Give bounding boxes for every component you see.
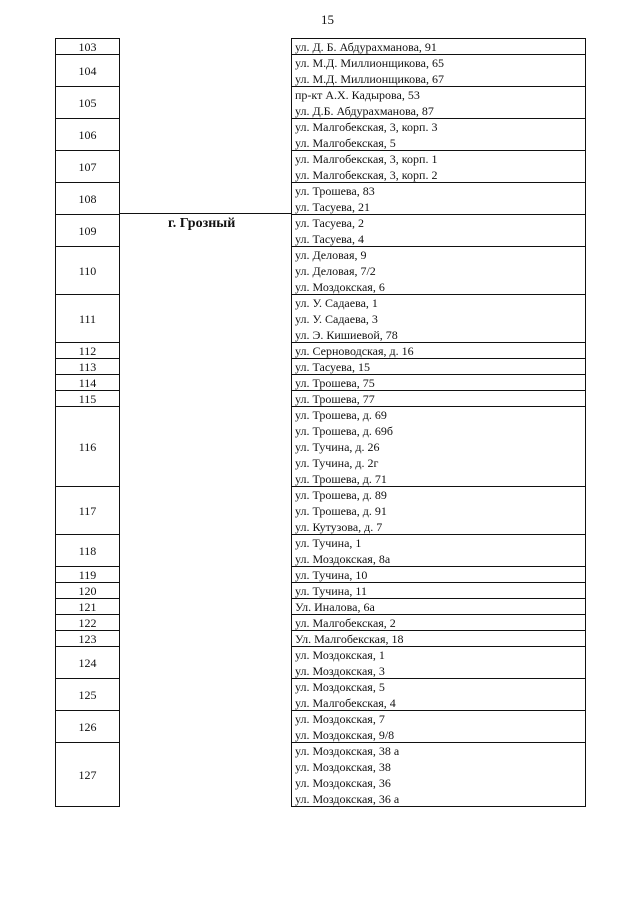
address-line: ул. Деловая, 7/2 (295, 264, 376, 278)
address-line: ул. Тучина, д. 2г (295, 456, 379, 470)
address-line: ул. Моздокская, 6 (295, 280, 385, 294)
address-line: ул. М.Д. Миллионщикова, 67 (295, 72, 444, 86)
station-number: 106 (55, 119, 120, 151)
address-line: ул. Малгобекская, 4 (295, 696, 396, 710)
address-line: ул. У. Садаева, 3 (295, 312, 378, 326)
page-number: 15 (321, 12, 334, 27)
station-number: 112 (55, 343, 120, 359)
address-line: Ул. Иналова, 6а (295, 600, 375, 614)
address-group (291, 599, 586, 615)
address-line: ул. У. Садаева, 1 (295, 296, 378, 310)
address-line: ул. Моздокская, 36 (295, 776, 391, 790)
address-group (291, 295, 586, 343)
address-line: ул. Тасуева, 15 (295, 360, 370, 374)
station-number: 114 (55, 375, 120, 391)
station-number: 125 (55, 679, 120, 711)
address-line: ул. Трошева, 75 (295, 376, 375, 390)
address-group (291, 119, 586, 151)
address-group (291, 583, 586, 599)
address-line: ул. Тасуева, 21 (295, 200, 370, 214)
address-group (291, 615, 586, 631)
address-line: ул. Д.Б. Абдурахманова, 87 (295, 104, 434, 118)
address-line: ул. Моздокская, 1 (295, 648, 385, 662)
address-group (291, 215, 586, 247)
address-group (291, 151, 586, 183)
address-group (291, 743, 586, 807)
address-group (291, 487, 586, 535)
address-line: ул. М.Д. Миллионщикова, 65 (295, 56, 444, 70)
address-group (291, 183, 586, 215)
address-group (291, 39, 586, 55)
address-group (291, 343, 586, 359)
station-number: 105 (55, 87, 120, 119)
station-number: 123 (55, 631, 120, 647)
address-line: ул. Малгобекская, 3, корп. 1 (295, 152, 438, 166)
station-number: 126 (55, 711, 120, 743)
station-number-column (55, 38, 120, 807)
address-line: ул. Тасуева, 4 (295, 232, 364, 246)
address-group (291, 679, 586, 711)
address-line: ул. Моздокская, 38 а (295, 744, 400, 758)
address-line: ул. Трошева, д. 69б (295, 424, 393, 438)
address-line: ул. Трошева, 77 (295, 392, 375, 406)
address-line: ул. Серноводская, д. 16 (295, 344, 414, 358)
station-number: 111 (55, 295, 120, 343)
address-line: ул. Кутузова, д. 7 (295, 520, 383, 534)
station-number: 119 (55, 567, 120, 583)
city-connector-line (120, 213, 292, 214)
address-line: ул. Деловая, 9 (295, 248, 367, 262)
station-number: 124 (55, 647, 120, 679)
address-line: ул. Трошева, д. 71 (295, 472, 387, 486)
address-line: ул. Моздокская, 3 (295, 664, 385, 678)
station-number: 110 (55, 247, 120, 295)
station-number: 127 (55, 743, 120, 807)
address-line: ул. Трошева, д. 91 (295, 504, 387, 518)
address-line: ул. Моздокская, 38 (295, 760, 391, 774)
address-line: ул. Тучина, 1 (295, 536, 362, 550)
address-line: ул. Моздокская, 5 (295, 680, 385, 694)
address-line: ул. Трошева, д. 69 (295, 408, 387, 422)
station-number: 120 (55, 583, 120, 599)
address-group (291, 711, 586, 743)
station-number: 118 (55, 535, 120, 567)
address-line: Ул. Малгобекская, 18 (295, 632, 404, 646)
station-number: 122 (55, 615, 120, 631)
address-line: ул. Малгобекская, 5 (295, 136, 396, 150)
address-line: ул. Малгобекская, 3, корп. 3 (295, 120, 438, 134)
address-group (291, 247, 586, 295)
station-number: 113 (55, 359, 120, 375)
address-line: ул. Тучина, д. 26 (295, 440, 380, 454)
address-line: ул. Моздокская, 8а (295, 552, 391, 566)
station-number: 121 (55, 599, 120, 615)
address-group (291, 375, 586, 391)
station-number: 108 (55, 183, 120, 215)
station-number: 107 (55, 151, 120, 183)
address-group (291, 87, 586, 119)
address-line: ул. Тучина, 10 (295, 568, 368, 582)
address-group (291, 647, 586, 679)
address-group (291, 535, 586, 567)
address-line: ул. Э. Кишиевой, 78 (295, 328, 398, 342)
address-group (291, 567, 586, 583)
address-line: ул. Малгобекская, 3, корп. 2 (295, 168, 438, 182)
address-line: ул. Тучина, 11 (295, 584, 367, 598)
address-line: ул. Моздокская, 7 (295, 712, 385, 726)
address-line: ул. Тасуева, 2 (295, 216, 364, 230)
address-group (291, 391, 586, 407)
station-number: 115 (55, 391, 120, 407)
address-column (291, 38, 586, 807)
station-number: 103 (55, 39, 120, 55)
address-group (291, 359, 586, 375)
address-line: ул. Моздокская, 9/8 (295, 728, 395, 742)
address-line: ул. Моздокская, 36 а (295, 792, 400, 806)
station-number: 104 (55, 55, 120, 87)
city-label: г. Грозный (168, 216, 236, 231)
address-line: ул. Трошева, д. 89 (295, 488, 387, 502)
address-group (291, 407, 586, 487)
station-number: 116 (55, 407, 120, 487)
address-line: ул. Д. Б. Абдурахманова, 91 (295, 40, 437, 54)
station-number: 117 (55, 487, 120, 535)
address-line: ул. Малгобекская, 2 (295, 616, 396, 630)
address-line: ул. Трошева, 83 (295, 184, 375, 198)
address-group (291, 631, 586, 647)
station-number: 109 (55, 215, 120, 247)
address-group (291, 55, 586, 87)
address-line: пр-кт А.Х. Кадырова, 53 (295, 88, 420, 102)
